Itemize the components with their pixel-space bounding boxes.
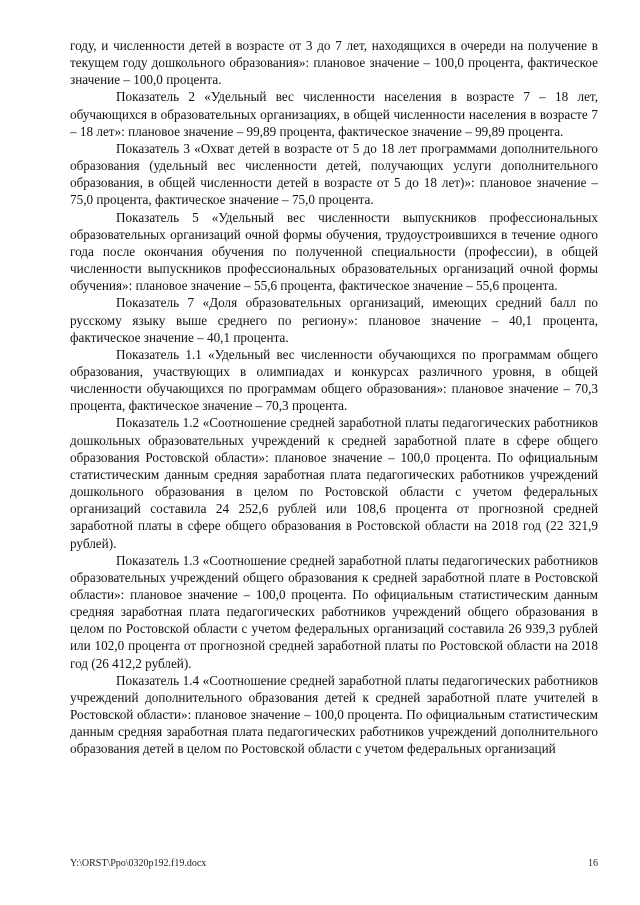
paragraph-continuation: году, и численности детей в возрасте от 3 до 7 лет, находящихся в очереди на получение в текущем году дошкольного образования»: плановое значение – 100,0 процента, фактическое значение – 100,0 процента. [70,38,598,88]
page-number: 16 [588,858,598,869]
paragraph-indicator-1-2: Показатель 1.2 «Соотношение средней заработной платы педагогических работников дошкольных образовательных учреждений к средней заработной плате в сфере общего образования Ростовской области»: плановое значение – 100,0 процента. По официальным статистическим данным средняя заработная плата педагогических работников учреждений дошкольного образования в целом по Ростовской области с учетом федеральных организаций составила 24 252,6 рублей или 108,6 процента от прогнозной средней заработной платы в сфере общего образования в Ростовской области на 2018 год (22 321,9 рублей). [70,415,598,551]
document-body [70,37,598,758]
paragraph-indicator-5: Показатель 5 «Удельный вес численности выпускников профессиональных образовательных организаций очной формы обучения, трудоустроившихся в течение одного года после окончания обучения по полученной специальности (профессии), в общей численности выпускников профессиональных образовательных организаций очной формы обучения»: плановое значение – 55,6 процента, фактическое значение – 55,6 процента. [70,209,598,294]
paragraph-indicator-1-4: Показатель 1.4 «Соотношение средней заработной платы педагогических работников учреждений дополнительного образования детей к средней заработной плате учителей в Ростовской области»: плановое значение – 100,0 процента. По официальным статистическим данным средняя заработная плата педагогических работников учреждений дополнительного образования детей в целом по Ростовской области с учетом федеральных организаций [70,672,598,757]
paragraph-indicator-1-1: Показатель 1.1 «Удельный вес численности обучающихся по программам общего образования, участвующих в олимпиадах и конкурсах различного уровня, в общей численности обучающихся по программам общего образования»: плановое значение – 70,3 процента, фактическое значение – 70,3 процента. [70,346,598,414]
footer-file-path: Y:\ORST\Ppo\0320p192.f19.docx [70,858,207,869]
paragraph-indicator-2: Показатель 2 «Удельный вес численности населения в возрасте 7 – 18 лет, обучающихся в образовательных организациях, в общей численности населения в возрасте 7 – 18 лет»: плановое значение – 99,89 процента, фактическое значение – 99,89 процента. [70,89,598,139]
paragraph-indicator-7: Показатель 7 «Доля образовательных организаций, имеющих средний балл по русскому языку выше среднего по региону»: плановое значение – 40,1 процента, фактическое значение – 40,1 процента. [70,295,598,345]
paragraph-indicator-1-3: Показатель 1.3 «Соотношение средней заработной платы педагогических работников образовательных учреждений общего образования к средней заработной плате в Ростовской области»: плановое значение – 100,0 процента. По официальным статистическим данным средняя заработная плата педагогических работников учреждений общего образования в целом по Ростовской области с учетом федеральных организаций составила 26 939,3 рублей или 102,0 процента от прогнозной средней заработной платы по Ростовской области на 2018 год (26 412,2 рублей). [70,552,598,671]
paragraph-indicator-3: Показатель 3 «Охват детей в возрасте от 5 до 18 лет программами дополнительного образования (удельный вес численности детей, получающих услуги дополнительного образования, в общей численности детей в возрасте от 5 до 18 лет)»: плановое значение – 75,0 процента, фактическое значение – 75,0 процента. [70,140,598,208]
